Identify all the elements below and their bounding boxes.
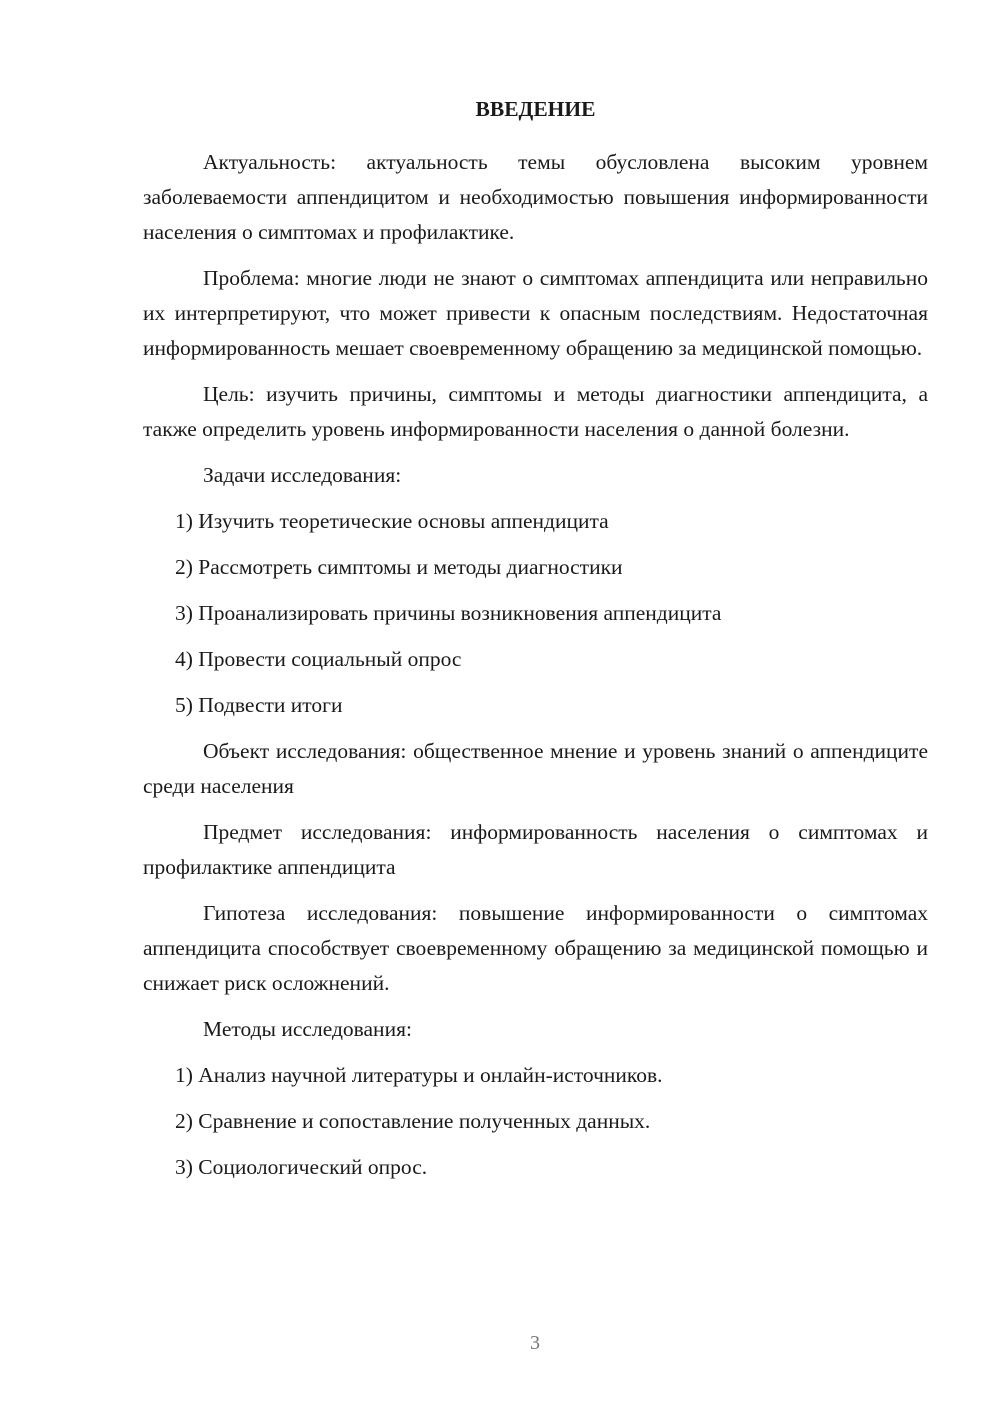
list-item: 1) Анализ научной литературы и онлайн-источников. bbox=[175, 1063, 663, 1087]
list-item: 3) Социологический опрос. bbox=[175, 1155, 428, 1179]
methods-heading: Методы исследования: bbox=[203, 1017, 412, 1041]
page-title: ВВЕДЕНИЕ bbox=[475, 97, 596, 121]
subject-paragraph: Предмет исследования: информированность населения о симптомах и профилактике аппендицита bbox=[143, 820, 928, 879]
list-item: 4) Провести социальный опрос bbox=[175, 647, 462, 671]
tasks-heading: Задачи исследования: bbox=[203, 463, 402, 487]
object-paragraph: Объект исследования: общественное мнение и уровень знаний о аппендиците среди населения bbox=[143, 739, 928, 798]
list-item: 2) Рассмотреть симптомы и методы диагностики bbox=[175, 555, 623, 579]
tasks-list bbox=[143, 504, 928, 723]
page-number: 3 bbox=[530, 1332, 540, 1354]
relevance-paragraph: Актуальность: актуальность темы обусловлена высоким уровнем заболеваемости аппендицитом и необходимостью повышения информированности населения о симптомах и профилактике. bbox=[143, 150, 928, 244]
page-content bbox=[143, 92, 928, 1196]
list-item: 3) Проанализировать причины возникновения аппендицита bbox=[175, 601, 722, 625]
hypothesis-paragraph: Гипотеза исследования: повышение информированности о симптомах аппендицита способствует своевременному обращению за медицинской помощью и снижает риск осложнений. bbox=[143, 901, 928, 995]
list-item: 2) Сравнение и сопоставление полученных данных. bbox=[175, 1109, 651, 1133]
list-item: 5) Подвести итоги bbox=[175, 693, 343, 717]
list-item: 1) Изучить теоретические основы аппендицита bbox=[175, 509, 609, 533]
problem-paragraph: Проблема: многие люди не знают о симптомах аппендицита или неправильно их интерпретируют, что может привести к опасным последствиям. Недостаточная информированность мешает своевременному обращению за медицинской помощью. bbox=[143, 266, 928, 360]
goal-paragraph: Цель: изучить причины, симптомы и методы диагностики аппендицита, а также определить уровень информированности населения о данной болезни. bbox=[143, 382, 928, 441]
methods-list bbox=[143, 1058, 928, 1185]
